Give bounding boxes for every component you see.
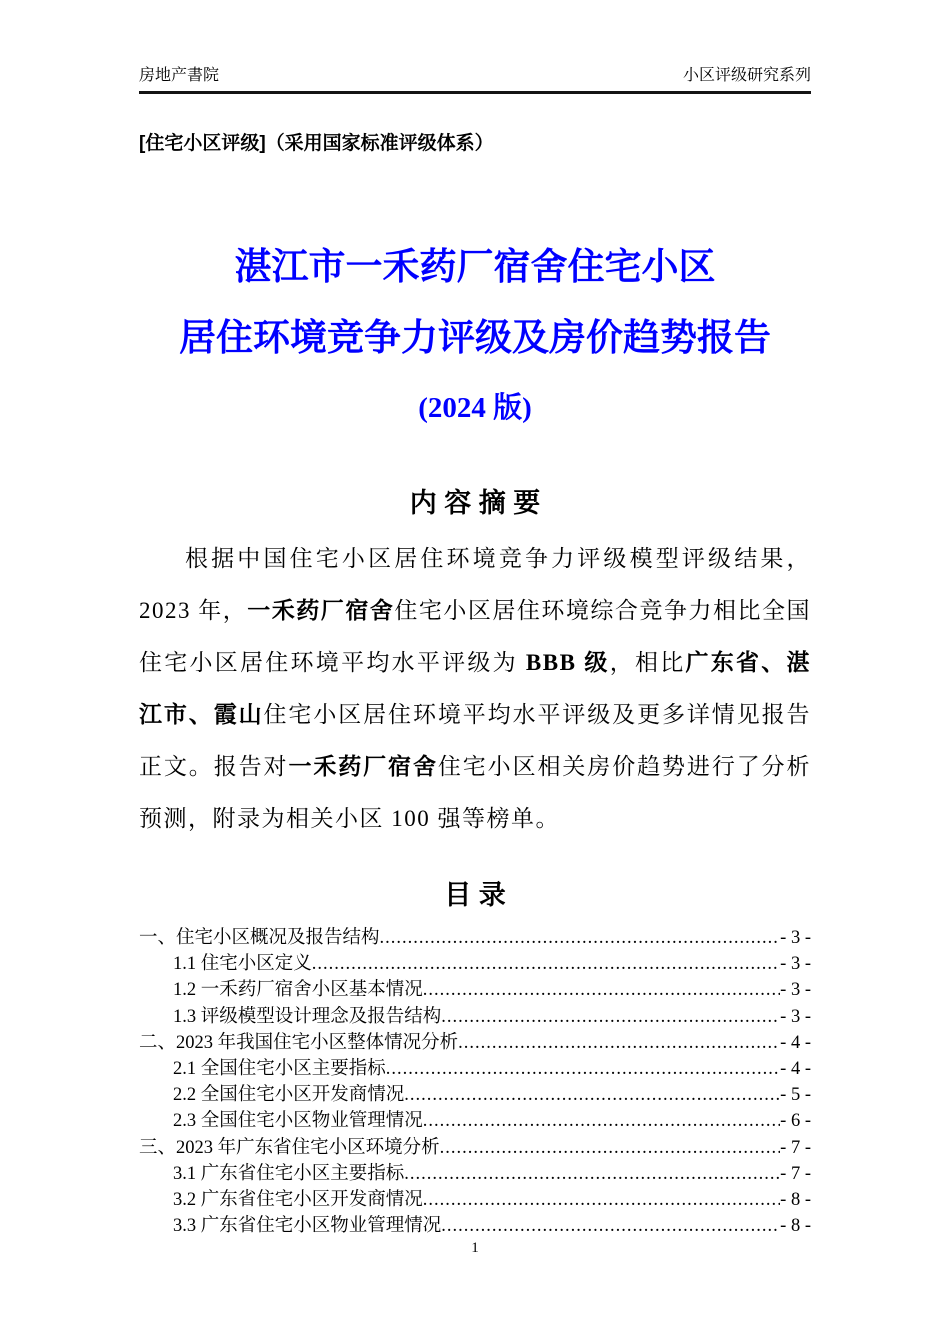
summary-segment: 一禾药厂宿舍 [247,598,395,623]
toc-heading: 目 录 [444,880,506,910]
toc-entry[interactable] [139,977,811,1003]
toc-entry-label: 三、2023 年广东省住宅小区环境分析 [139,1137,440,1158]
toc-entry-page: - 3 - [780,1006,811,1027]
summary-segment: 住宅小区居住环境平均水平评级及更多详情见报告正文。报告对 [139,702,812,779]
toc-entry-page: - 3 - [780,928,811,948]
summary-segment: 一禾药厂宿舍 [288,754,438,779]
toc-leader-dots [404,1082,780,1108]
toc-leader-dots [441,1213,780,1239]
toc-entry-label: 1.1 住宅小区定义 [173,954,312,975]
summary-segment: 住宅小区相关房价趋势进行了分析预测，附录为相关小区 100 强等榜单。 [139,754,812,831]
summary-segment: 根据中国住宅小区居住环境竞争力评级模型评级结果，2023 年， [139,546,811,623]
toc-leader-dots [423,1108,780,1134]
report-title-line1: 湛江市一禾药厂宿舍住宅小区 [234,247,716,288]
toc-entry[interactable] [139,925,811,951]
summary-heading: 内 容 摘 要 [409,488,541,518]
toc-leader-dots [386,1056,780,1082]
toc-entry[interactable] [139,1187,811,1213]
toc-entry-label: 3.2 广东省住宅小区开发商情况 [173,1190,423,1211]
toc-leader-dots [441,1004,780,1030]
toc-entry[interactable] [139,1030,811,1056]
summary-segment: ，相比 [609,650,686,675]
summary-segment: 住宅小区居住环境综合竞争力相比全国住宅小区居住环境平均水平评级为 [139,598,812,675]
toc-entry-label: 3.1 广东省住宅小区主要指标 [173,1163,405,1184]
toc-entry-page: - 3 - [780,954,811,975]
toc-entry[interactable] [139,1108,811,1134]
header-series: 小区评级研究系列 [682,67,811,84]
toc-entry-label: 二、2023 年我国住宅小区整体情况分析 [139,1032,459,1053]
page-header [139,0,811,94]
toc-entry-page: - 7 - [780,1137,811,1158]
toc-entry[interactable] [139,1082,811,1108]
report-edition: (2024 版) [418,392,532,424]
toc-entry-label: 2.3 全国住宅小区物业管理情况 [173,1111,423,1132]
toc-entry-label: 1.2 一禾药厂宿舍小区基本情况 [173,980,423,1001]
page-number: 1 [471,1240,479,1256]
toc-entry-label: 2.2 全国住宅小区开发商情况 [173,1085,405,1106]
toc-entry-page: - 4 - [780,1032,811,1053]
page-footer [0,1240,950,1257]
header-brand: 房地产書院 [139,67,220,84]
toc-entry[interactable] [139,1135,811,1161]
toc-entry-label: 2.1 全国住宅小区主要指标 [173,1059,386,1080]
toc-entry-page: - 7 - [780,1163,811,1184]
toc-entry-page: - 3 - [780,980,811,1001]
summary-segment: 广东省、湛江市、霞山 [139,650,812,727]
page-content [139,0,811,1239]
classification-line: [住宅小区评级]（采用国家标准评级体系） [139,133,494,154]
toc-entry-label: 3.3 广东省住宅小区物业管理情况 [173,1216,442,1237]
toc-entry[interactable] [139,1004,811,1030]
toc-entry[interactable] [139,951,811,977]
toc-leader-dots [458,1030,780,1056]
toc-leader-dots [423,977,780,1003]
toc-entry-page: - 4 - [780,1059,811,1080]
toc-entry[interactable] [139,1161,811,1187]
title-block [139,244,811,427]
toc-entry-page: - 8 - [780,1216,811,1237]
summary-segment: BBB 级 [525,650,610,675]
toc-leader-dots [380,925,781,951]
toc-entry-page: - 5 - [780,1085,811,1106]
toc-entry[interactable] [139,1213,811,1239]
toc-leader-dots [423,1187,780,1213]
summary-paragraph [139,533,811,845]
report-title-line2: 居住环境竞争力评级及房价趋势报告 [179,318,771,359]
toc-entry-page: - 8 - [780,1190,811,1211]
toc-list [139,925,811,1239]
toc-leader-dots [404,1161,780,1187]
toc-entry-label: 一、住宅小区概况及报告结构 [139,928,380,948]
toc-leader-dots [312,951,780,977]
toc-entry-label: 1.3 评级模型设计理念及报告结构 [173,1006,442,1027]
toc-entry-page: - 6 - [780,1111,811,1132]
toc-entry[interactable] [139,1056,811,1082]
toc-leader-dots [440,1135,781,1161]
